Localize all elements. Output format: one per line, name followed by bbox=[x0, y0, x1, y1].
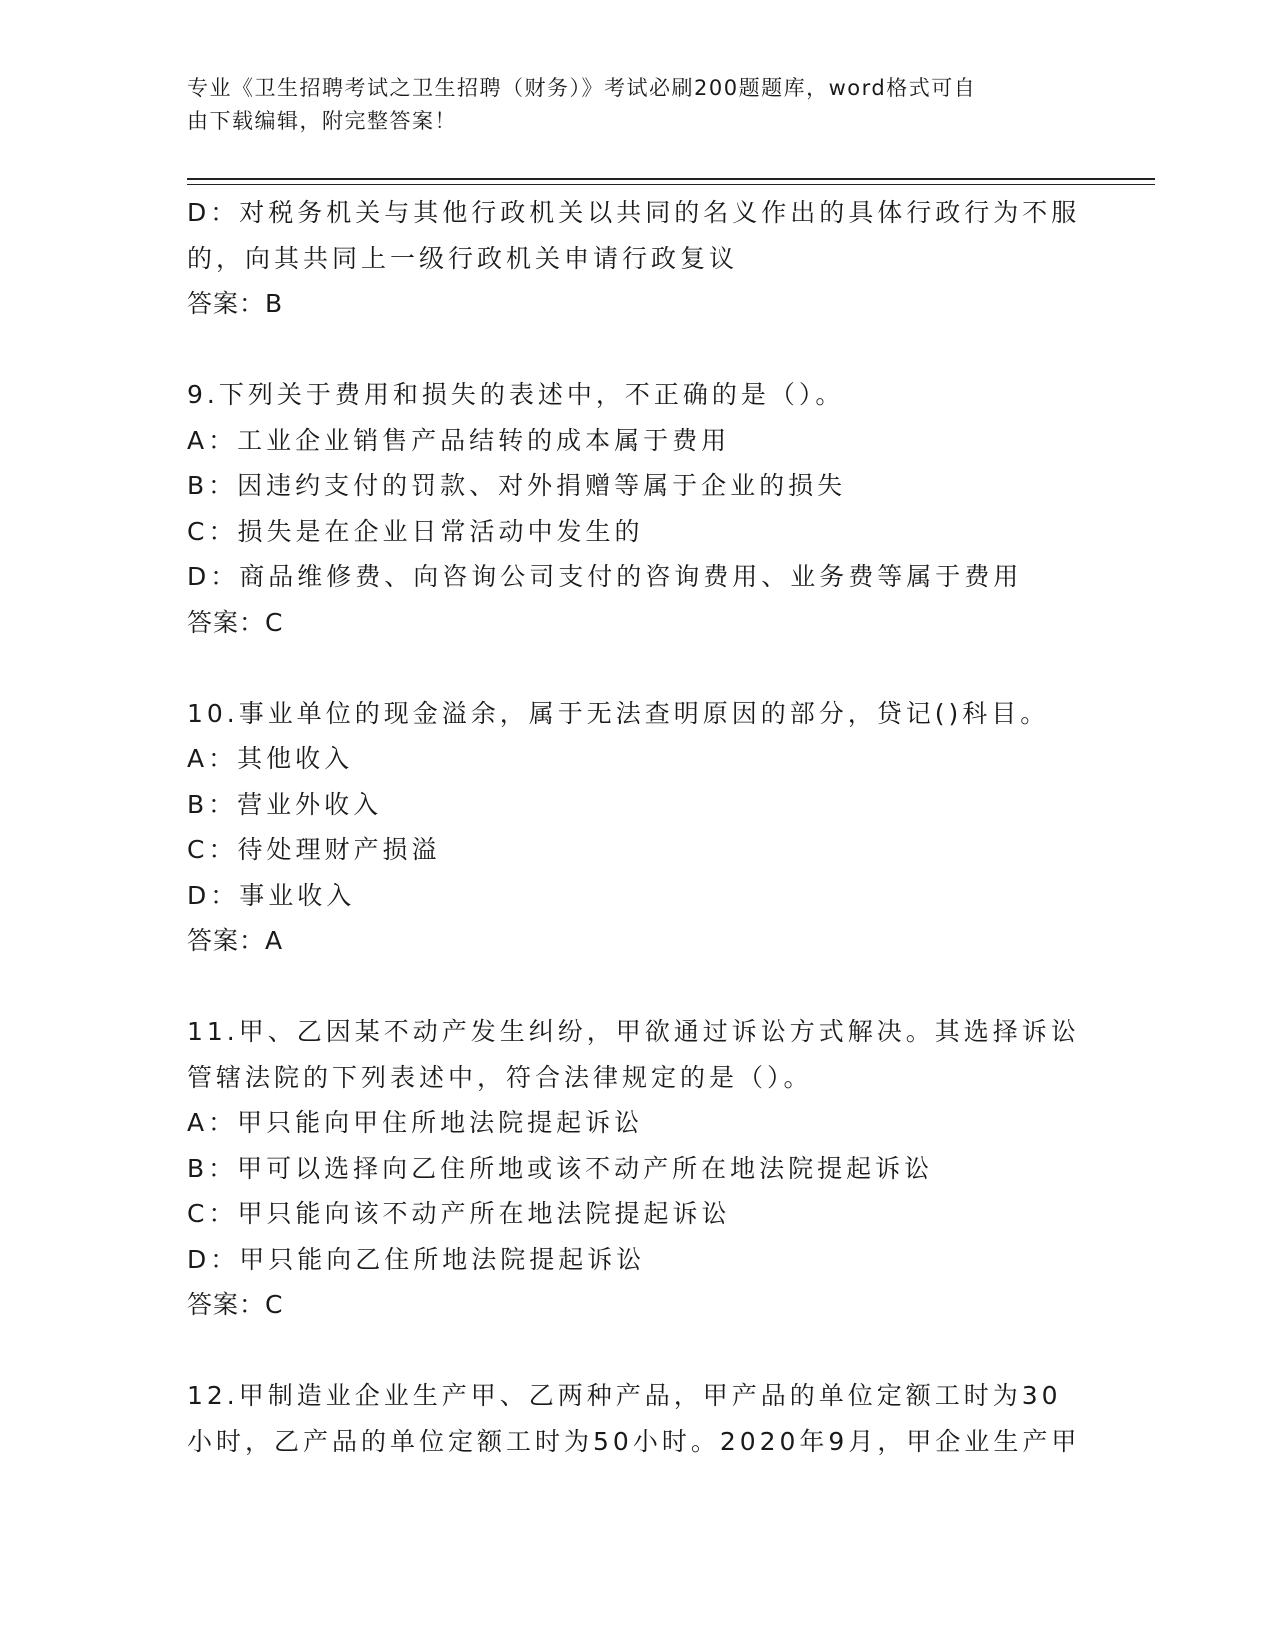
header-title-line-2: 由下载编辑，附完整答案！ bbox=[187, 109, 457, 133]
question-stem: 9.下列关于费用和损失的表述中，不正确的是（）。 bbox=[187, 380, 845, 409]
header-title-line-1: 专业《卫生招聘考试之卫生招聘（财务）》考试必刷200题题库，word格式可自 bbox=[187, 76, 977, 100]
question-block-11 bbox=[187, 1009, 1087, 1328]
spacer bbox=[187, 327, 1087, 373]
question-stem-continued: 小时，乙产品的单位定额工时为50小时。2020年9月，甲企业生产甲 bbox=[187, 1426, 1081, 1456]
question-stem: 10.事业单位的现金溢余，属于无法查明原因的部分，贷记()科目。 bbox=[187, 698, 1050, 728]
question-block-prev bbox=[187, 190, 1087, 327]
option-c: C：甲只能向该不动产所在地法院提起诉讼 bbox=[187, 1199, 731, 1228]
option-a: A：其他收入 bbox=[187, 744, 354, 773]
question-block-9 bbox=[187, 372, 1087, 645]
option-d-continued: 的，向其共同上一级行政机关申请行政复议 bbox=[187, 243, 739, 273]
spacer bbox=[187, 964, 1087, 1010]
question-stem: 11.甲、乙因某不动产发生纠纷，甲欲通过诉讼方式解决。其选择诉讼 bbox=[187, 1017, 1080, 1046]
question-stem-continued: 管辖法院的下列表述中，符合法律规定的是（）。 bbox=[187, 1062, 813, 1092]
option-c: C：待处理财产损溢 bbox=[187, 835, 441, 864]
answer-line: 答案：C bbox=[187, 607, 284, 637]
question-list bbox=[187, 190, 1087, 1464]
question-stem: 12.甲制造业企业生产甲、乙两种产品，甲产品的单位定额工时为30 bbox=[187, 1381, 1062, 1410]
answer-line: 答案：A bbox=[187, 926, 284, 955]
spacer bbox=[187, 1328, 1087, 1374]
option-b: B：甲可以选择向乙住所地或该不动产所在地法院提起诉讼 bbox=[187, 1153, 934, 1183]
option-a: A：工业企业销售产品结转的成本属于费用 bbox=[187, 425, 731, 455]
answer-line: 答案：C bbox=[187, 1290, 284, 1319]
option-a: A：甲只能向甲住所地法院提起诉讼 bbox=[187, 1108, 644, 1137]
option-c: C：损失是在企业日常活动中发生的 bbox=[187, 516, 644, 546]
option-d: D：事业收入 bbox=[187, 880, 356, 910]
answer-line: 答案：B bbox=[187, 289, 284, 318]
option-b: B：因违约支付的罚款、对外捐赠等属于企业的损失 bbox=[187, 471, 847, 500]
question-block-10 bbox=[187, 691, 1087, 964]
option-d: D：商品维修费、向咨询公司支付的咨询费用、业务费等属于费用 bbox=[187, 562, 1023, 591]
header-divider-thin bbox=[187, 184, 1155, 185]
spacer bbox=[187, 645, 1087, 691]
question-block-12 bbox=[187, 1373, 1087, 1464]
option-d: D：对税务机关与其他行政机关以共同的名义作出的具体行政行为不服 bbox=[187, 198, 1081, 227]
header-divider-thick bbox=[187, 178, 1155, 180]
option-b: B：营业外收入 bbox=[187, 789, 383, 819]
page-header bbox=[187, 72, 1067, 138]
option-d: D：甲只能向乙住所地法院提起诉讼 bbox=[187, 1244, 646, 1274]
